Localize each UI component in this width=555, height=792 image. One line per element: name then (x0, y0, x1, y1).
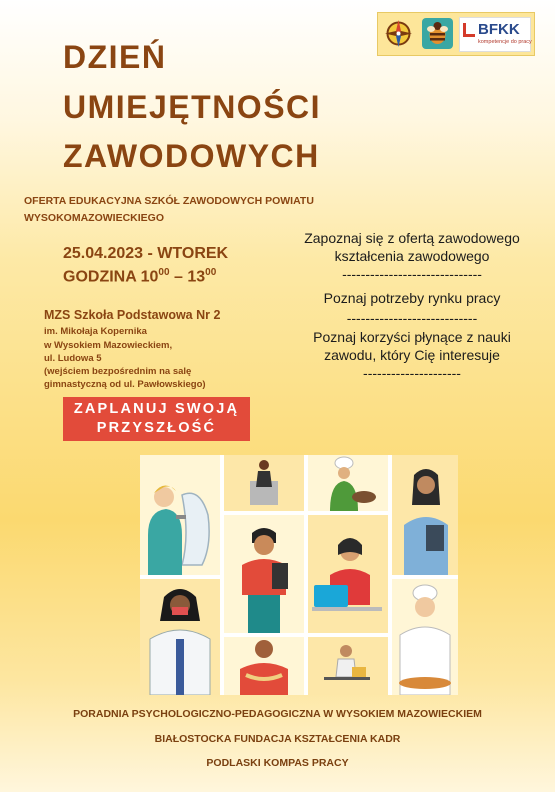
subtitle (24, 193, 364, 227)
info-divider-3: --------------------- (363, 365, 461, 381)
title-line-1: DZIEŃ (63, 39, 167, 75)
cta-line-1: ZAPLANUJ SWOJĄ (73, 401, 240, 417)
venue-line-1: im. Mikołaja Kopernika (44, 326, 147, 337)
venue-line-2: w Wysokiem Mazowieckiem, (44, 340, 173, 351)
hours-separator: – 13 (169, 268, 206, 286)
bfkk-tagline: kompetencje do pracy (478, 39, 532, 45)
info-line-2: kształcenia zawodowego (334, 248, 490, 264)
subtitle-line-1: OFERTA EDUKACYJNA SZKÓŁ ZAWODOWYCH POWIATU (24, 195, 314, 207)
desk-worker-icon (308, 637, 388, 695)
info-line-1: Zapoznaj się z ofertą zawodowego (304, 230, 520, 246)
info-divider-2: ---------------------------- (346, 310, 478, 326)
footer-line-1: PORADNIA PSYCHOLOGICZNO-PEDAGOGICZNA W WYSOKIEM MAZOWIECKIEM (73, 708, 482, 720)
bfkk-mark-icon (463, 23, 475, 37)
venue-line-4: (wejściem bezpośrednim na salę (44, 366, 192, 377)
venue-line-3: ul. Ludowa 5 (44, 353, 102, 364)
footer-line-3: PODLASKI KOMPAS PRACY (206, 757, 349, 769)
partner-logos (377, 12, 535, 56)
venue-line-5: gimnastyczną od ul. Pawłowskiego) (44, 379, 206, 390)
presenter-with-clipboard-icon (224, 515, 304, 633)
subtitle-line-2: WYSOKOMAZOWIECKIEGO (24, 212, 164, 224)
teacher-with-tablet-icon (392, 455, 458, 575)
info-divider-1: ------------------------------ (342, 266, 482, 282)
office-worker-icon (224, 455, 304, 511)
cta-line-2: PRZYSZŁOŚĆ (96, 420, 217, 436)
title-line-3: ZAWODOWYCH (63, 138, 320, 174)
chef-icon (308, 455, 388, 511)
info-line-4: Poznaj korzyści płynące z nauki (313, 329, 511, 345)
venue-name: MZS Szkoła Podstawowa Nr 2 (44, 308, 221, 322)
professions-illustration-grid (140, 455, 458, 695)
compass-logo-icon (382, 17, 415, 50)
event-hours (63, 267, 216, 286)
bfkk-name: BFKK (478, 21, 520, 38)
waiter-icon (224, 637, 304, 695)
bfkk-logo (459, 17, 531, 52)
event-date: 25.04.2023 - WTOREK (63, 245, 229, 262)
hours-end-minutes: 00 (205, 267, 217, 278)
laptop-worker-icon (308, 515, 388, 633)
title-line-2: UMIEJĘTNOŚCI (63, 89, 322, 125)
baker-icon (392, 579, 458, 695)
doctor-icon (140, 579, 220, 695)
hairdresser-icon (140, 455, 220, 575)
info-line-5: zawodu, który Cię interesuje (324, 347, 500, 363)
hours-start-minutes: 00 (158, 267, 170, 278)
info-line-3: Poznaj potrzeby rynku pracy (323, 290, 501, 306)
hours-prefix: GODZINA 10 (63, 268, 159, 286)
footer-line-2: BIAŁOSTOCKA FUNDACJA KSZTAŁCENIA KADR (154, 733, 401, 745)
plan-your-future-button[interactable] (63, 397, 250, 441)
bee-logo-icon (421, 17, 454, 50)
